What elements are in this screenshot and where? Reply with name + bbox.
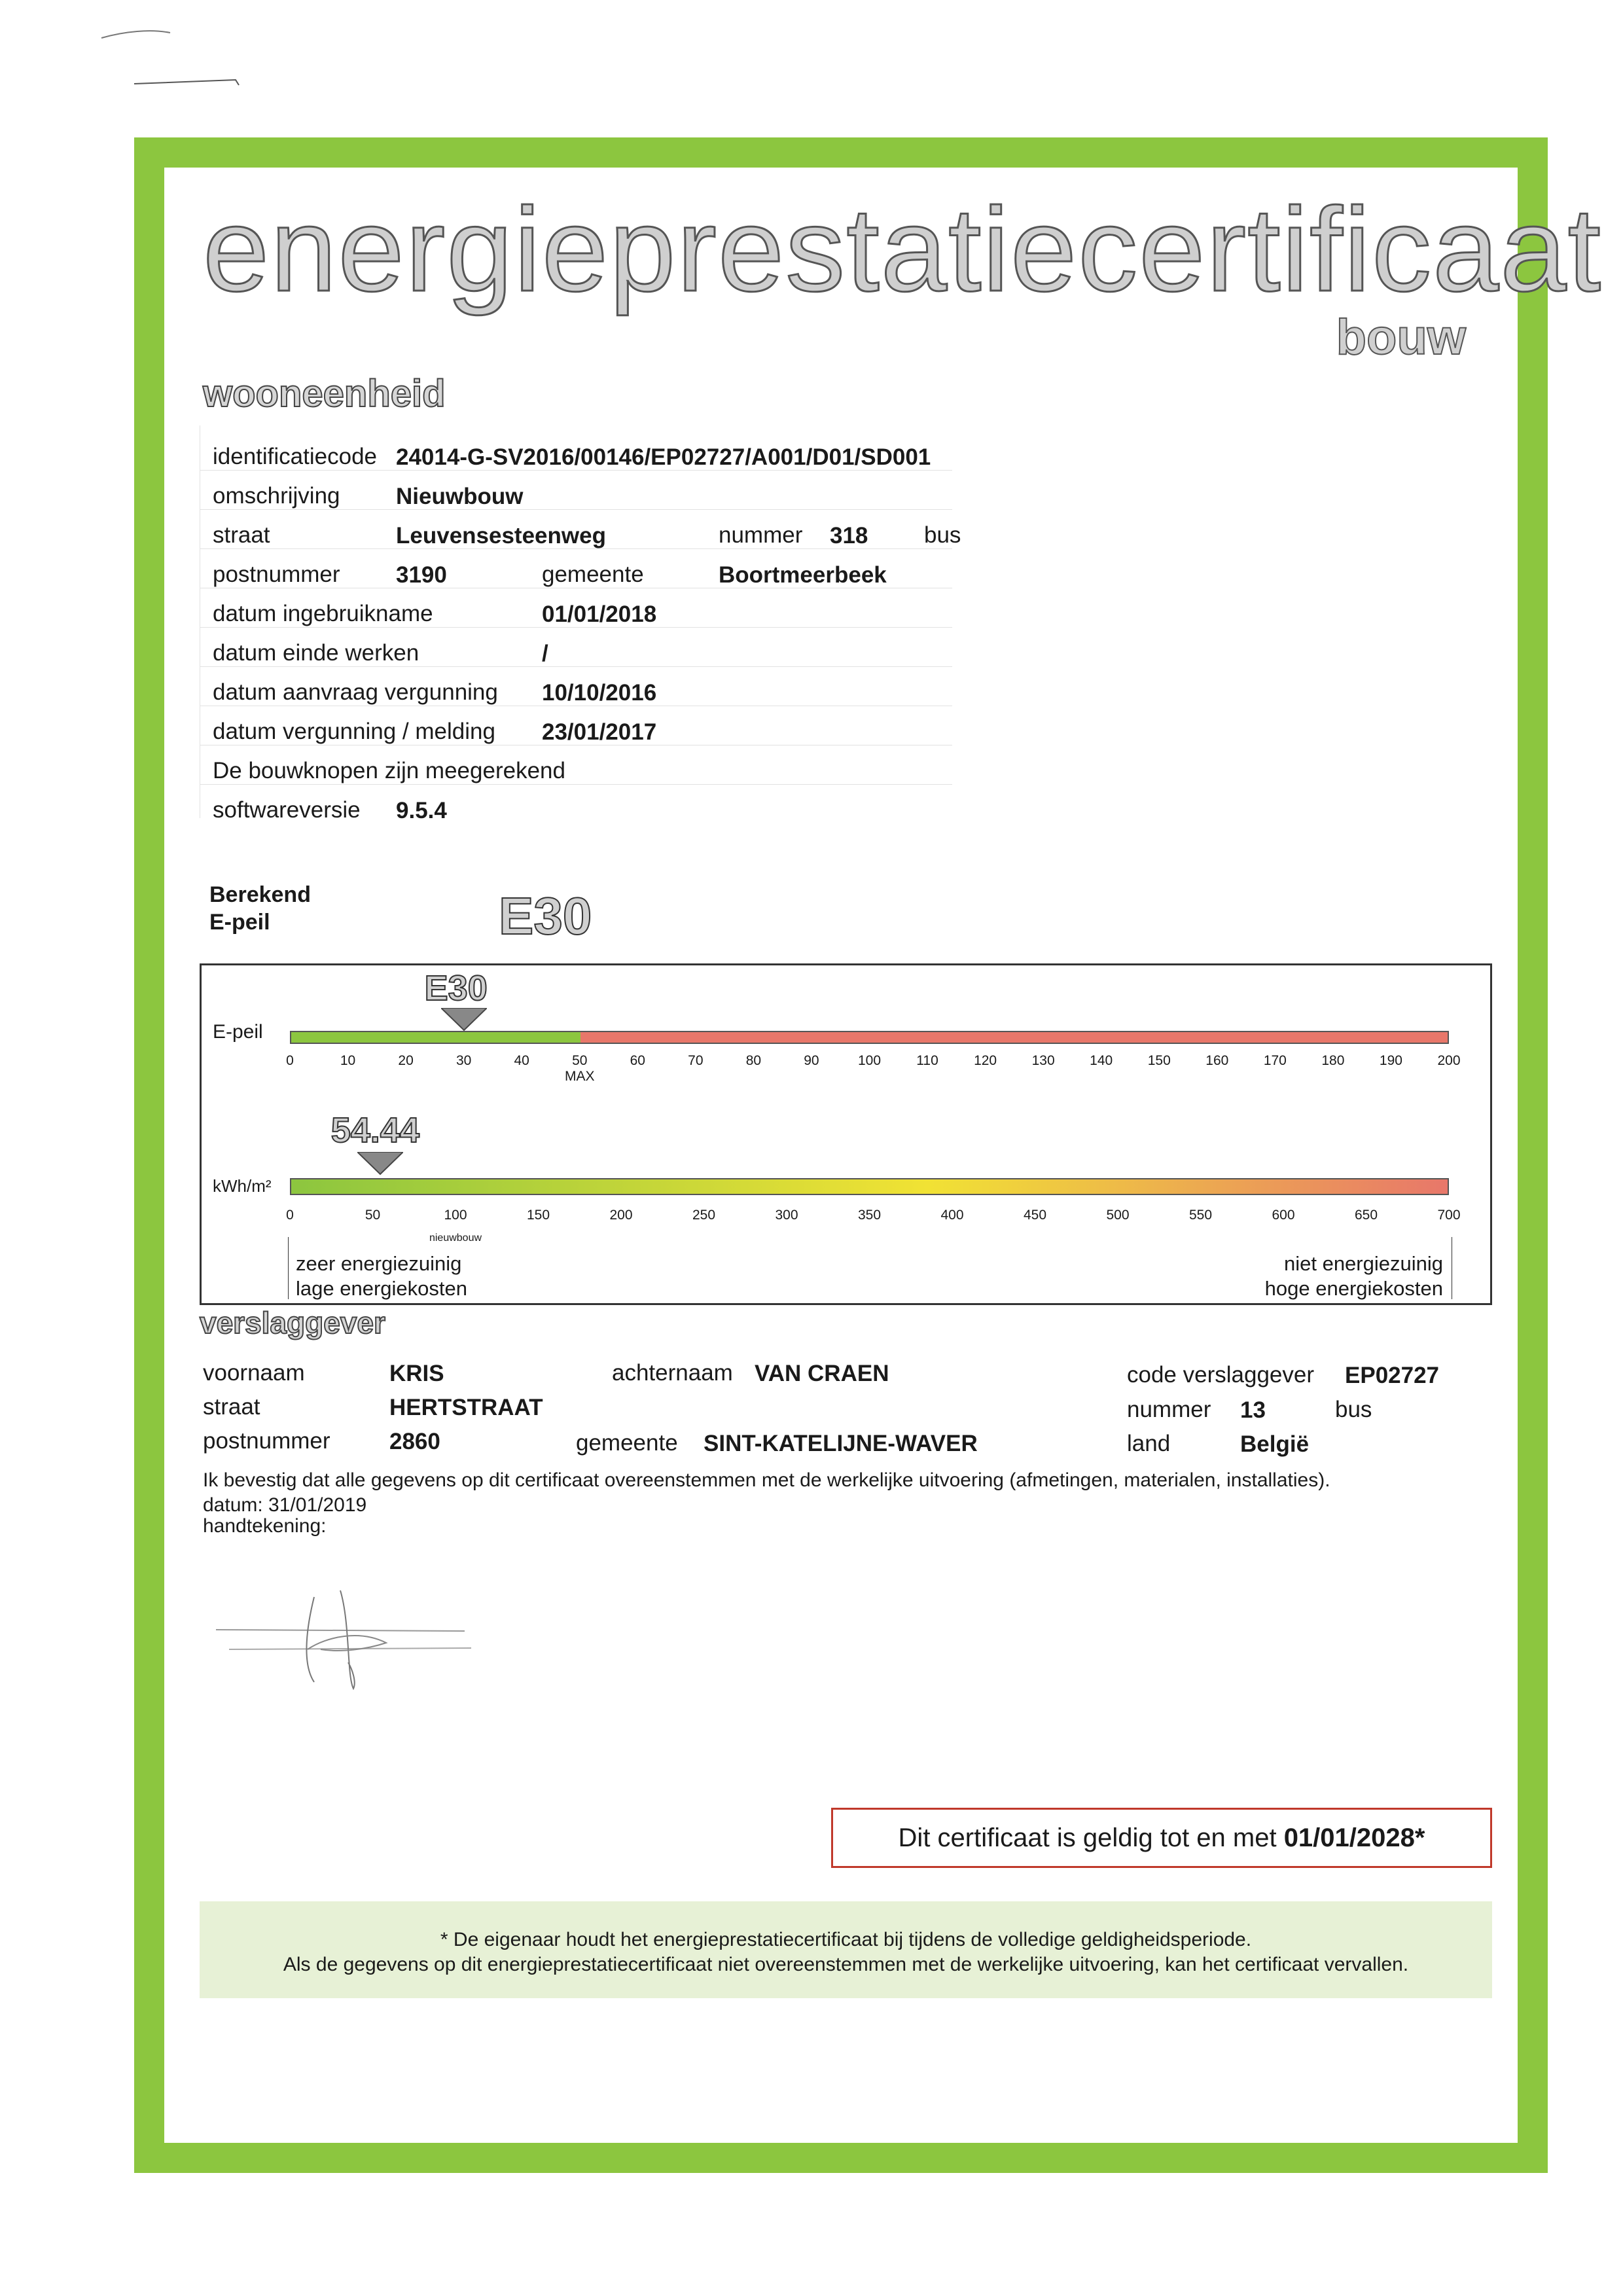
epeil-max-label: MAX	[564, 1069, 595, 1084]
reporter-nummer-label: nummer	[1127, 1397, 1211, 1422]
epeil-scale-bar	[290, 1031, 1449, 1044]
kwh-tick-label: 250	[692, 1208, 716, 1223]
kwh-tick-label: 650	[1354, 1208, 1378, 1223]
reporter-gemeente-value: SINT-KATELIJNE-WAVER	[704, 1431, 978, 1456]
epeil-tick-label: 120	[974, 1053, 997, 1068]
epeil-tick-label: 100	[857, 1053, 882, 1068]
kwh-scale-bar	[290, 1178, 1449, 1195]
left-note-1: zeer energiezuinig	[296, 1252, 462, 1275]
row-divider	[200, 470, 952, 471]
einde-werken-value: /	[542, 641, 548, 666]
reporter-straat-label: straat	[203, 1394, 260, 1420]
signature	[209, 1584, 484, 1715]
kwh-tick-label: 500	[1106, 1208, 1130, 1223]
land-value: België	[1240, 1431, 1310, 1457]
epeil-tick-label: 160	[1205, 1053, 1229, 1068]
validity-box	[831, 1808, 1492, 1868]
epeil-tick-label: 70	[688, 1053, 704, 1068]
epeil-tick-label: 0	[286, 1053, 294, 1068]
kwh-tick-label: 0	[286, 1208, 294, 1223]
unit-heading: wooneenheid	[203, 372, 446, 415]
identificatiecode-value: 24014-G-SV2016/00146/EP02727/A001/D01/SD001	[396, 444, 931, 470]
kwh-tick-label: 600	[1272, 1208, 1295, 1223]
omschrijving-value: Nieuwbouw	[396, 484, 524, 509]
reporter-statement: Ik bevestig dat alle gegevens op dit certificaat overeenstemmen met de werkelijke uitvoering (afmetingen, materialen, installaties).	[203, 1469, 1330, 1491]
vergunning-label: datum vergunning / melding	[213, 719, 495, 744]
kwh-tick-label: 200	[609, 1208, 633, 1223]
reporter-handtekening-label: handtekening:	[203, 1515, 327, 1537]
epeil-tick-label: 50	[572, 1053, 588, 1068]
row-divider	[200, 548, 952, 549]
reporter-postnummer-value: 2860	[389, 1429, 440, 1454]
aanvraag-label: datum aanvraag vergunning	[213, 679, 498, 705]
reporter-heading: verslaggever	[200, 1306, 385, 1340]
row-divider	[200, 627, 952, 628]
achternaam-label: achternaam	[612, 1360, 733, 1386]
row-divider	[200, 509, 952, 510]
reporter-straat-value: HERTSTRAAT	[389, 1395, 543, 1420]
nummer-value: 318	[830, 523, 868, 548]
reporter-bus-label: bus	[1335, 1397, 1372, 1422]
gemeente-value: Boortmeerbeek	[719, 562, 887, 588]
voornaam-value: KRIS	[389, 1361, 444, 1386]
epeil-value: E30	[499, 887, 592, 945]
epeil-row-label: E-peil	[213, 1021, 263, 1043]
epeil-marker-arrow	[441, 1008, 487, 1031]
footer-line-1: * De eigenaar houdt het energieprestatiecertificaat bij tijdens de volledige geldigheidsperiode.	[440, 1929, 1252, 1950]
epeil-tick-label: 110	[916, 1053, 938, 1068]
kwh-tick-label: 150	[526, 1208, 550, 1223]
row-divider	[200, 784, 952, 785]
epeil-tick-label: 90	[804, 1053, 819, 1068]
kwh-tick-label: 550	[1188, 1208, 1213, 1223]
epeil-tick-label: 130	[1031, 1053, 1055, 1068]
bus-label: bus	[924, 522, 961, 548]
omschrijving-label: omschrijving	[213, 483, 340, 509]
epeil-good-segment	[291, 1032, 580, 1043]
ingebruikname-value: 01/01/2018	[542, 601, 657, 627]
kwh-tick-label: 350	[857, 1208, 882, 1223]
row-divider	[200, 666, 952, 667]
kwh-marker-arrow	[357, 1152, 403, 1175]
certificate-subtitle: bouw	[1336, 310, 1466, 365]
reporter-datum: datum: 31/01/2019	[203, 1494, 367, 1516]
bouwknopen-note: De bouwknopen zijn meegerekend	[213, 758, 565, 783]
kwh-tick-label: 400	[940, 1208, 964, 1223]
certificate-title: energieprestatiecertificaat	[203, 183, 1603, 316]
epeil-tick-label: 60	[630, 1053, 645, 1068]
epeil-tick-label: 20	[398, 1053, 414, 1068]
code-label: code verslaggever	[1127, 1362, 1314, 1388]
nummer-label: nummer	[719, 522, 803, 548]
footer-line-2: Als de gegevens op dit energieprestatiecertificaat niet overeenstemmen met de werkelijke uitvoering, kan het certificaat vervallen.	[283, 1953, 1409, 1975]
validity-date: 01/01/2028*	[1283, 1823, 1425, 1852]
epeil-label: E-peil	[209, 910, 270, 935]
reporter-postnummer-label: postnummer	[203, 1428, 330, 1454]
code-value: EP02727	[1345, 1363, 1440, 1388]
voornaam-label: voornaam	[203, 1360, 305, 1386]
kwh-tick-label: 300	[775, 1208, 798, 1223]
kwh-row-label: kWh/m²	[213, 1176, 272, 1196]
postnummer-value: 3190	[396, 562, 447, 588]
epeil-marker-label: E30	[424, 969, 488, 1008]
epeil-tick-label: 80	[745, 1053, 762, 1068]
epeil-tick-label: 170	[1263, 1053, 1287, 1068]
right-note-1: niet energiezuinig	[1283, 1252, 1443, 1275]
reporter-gemeente-label: gemeente	[576, 1430, 678, 1456]
achternaam-value: VAN CRAEN	[755, 1361, 889, 1386]
epeil-tick-label: 200	[1437, 1053, 1461, 1068]
vergunning-value: 23/01/2017	[542, 719, 657, 745]
kwh-marker-label: 54.44	[330, 1111, 419, 1150]
nieuwbouw-reference-label: nieuwbouw	[429, 1232, 482, 1244]
einde-werken-label: datum einde werken	[213, 640, 419, 666]
straat-label: straat	[213, 522, 270, 548]
epeil-tick-label: 150	[1147, 1053, 1171, 1068]
software-label: softwareversie	[213, 797, 361, 823]
aanvraag-value: 10/10/2016	[542, 680, 657, 706]
epeil-tick-label: 10	[340, 1053, 356, 1068]
software-value: 9.5.4	[396, 798, 447, 823]
identificatiecode-label: identificatiecode	[213, 444, 377, 469]
epeil-tick-label: 190	[1379, 1053, 1402, 1068]
right-note-2: hoge energiekosten	[1264, 1277, 1443, 1300]
reporter-nummer-value: 13	[1240, 1397, 1266, 1423]
epeil-tick-label: 140	[1090, 1053, 1113, 1068]
scan-mark	[98, 20, 249, 92]
epeil-tick-label: 30	[455, 1053, 472, 1068]
left-note-bracket	[288, 1237, 289, 1299]
epeil-tick-label: 180	[1321, 1053, 1345, 1068]
gemeente-label: gemeente	[542, 562, 644, 587]
footer-note	[200, 1901, 1492, 1998]
left-note-2: lage energiekosten	[296, 1277, 467, 1300]
kwh-tick-label: 100	[444, 1208, 467, 1223]
kwh-tick-label: 450	[1023, 1208, 1047, 1223]
straat-value: Leuvensesteenweg	[396, 523, 606, 548]
berekend-label: Berekend	[209, 882, 311, 907]
epeil-bad-segment	[580, 1032, 1448, 1043]
land-label: land	[1127, 1431, 1171, 1456]
validity-text: Dit certificaat is geldig tot en met	[898, 1823, 1284, 1852]
postnummer-label: postnummer	[213, 562, 340, 587]
kwh-tick-label: 700	[1437, 1208, 1461, 1223]
epeil-tick-label: 40	[514, 1053, 529, 1068]
ingebruikname-label: datum ingebruikname	[213, 601, 433, 626]
kwh-tick-label: 50	[365, 1208, 381, 1223]
